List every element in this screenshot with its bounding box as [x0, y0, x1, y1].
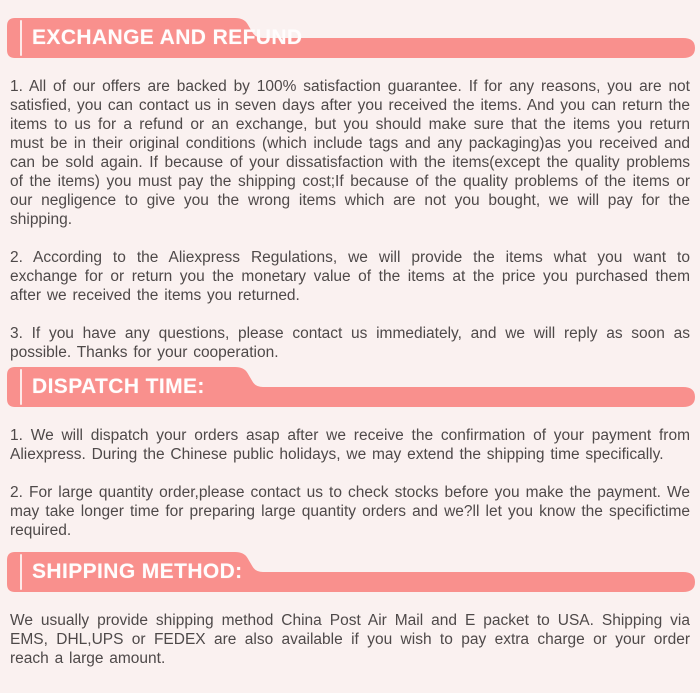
section-dispatch-time	[0, 367, 700, 540]
section-shipping-method	[0, 552, 700, 668]
policy-paragraph: 2. According to the Aliexpress Regulations, we will provide the items what you want to exchange for or return you the monetary value of the items at the price you purchased them after we received the items you returned.	[10, 249, 690, 304]
policy-paragraph: 3. If you have any questions, please contact us immediately, and we will reply as soon as possible. Thanks for your cooperation.	[10, 325, 690, 361]
section-title-exchange-refund: EXCHANGE AND REFUND	[32, 26, 303, 49]
policy-paragraph: 1. All of our offers are backed by 100% satisfaction guarantee. If for any reasons, you are not satisfied, you can contact us in seven days after you received the items. And you can return the items to us for a refund or an exchange, but you should make sure that the items you return must be in their original conditions (which include tags and any packaging)as you received and can be sold again. If because of your dissatisfaction with the items(except the quality problems of the items) you must pay the shipping cost;If because of the quality problems of the items or our negligence to give you the wrong items which are not you bought, we will pay for the shipping.	[10, 78, 690, 228]
banner-accent-line	[20, 20, 22, 56]
policy-paragraph: We usually provide shipping method China Post Air Mail and E packet to USA. Shipping via EMS, DHL,UPS or FEDEX are also available if you wish to pay extra charge or your order reach a large amount.	[10, 612, 690, 667]
policy-paragraph: 1. We will dispatch your orders asap after we receive the confirmation of your payment from Aliexpress. During the Chinese public holidays, we may extend the shipping time specifically.	[10, 427, 690, 463]
section-header-dispatch-time	[7, 367, 695, 407]
banner-accent-line	[20, 369, 22, 405]
section-header-shipping-method	[7, 552, 695, 592]
policy-paragraph: 2. For large quantity order,please contact us to check stocks before you make the payment. We may take longer time for preparing large quantity orders and we?ll let you know the specifictime required.	[10, 484, 690, 539]
section-title-dispatch-time: DISPATCH TIME:	[32, 375, 205, 398]
section-exchange-refund	[0, 18, 700, 362]
section-title-shipping-method: SHIPPING METHOD:	[32, 560, 243, 583]
section-header-exchange-refund	[7, 18, 695, 58]
banner-accent-line	[20, 554, 22, 590]
